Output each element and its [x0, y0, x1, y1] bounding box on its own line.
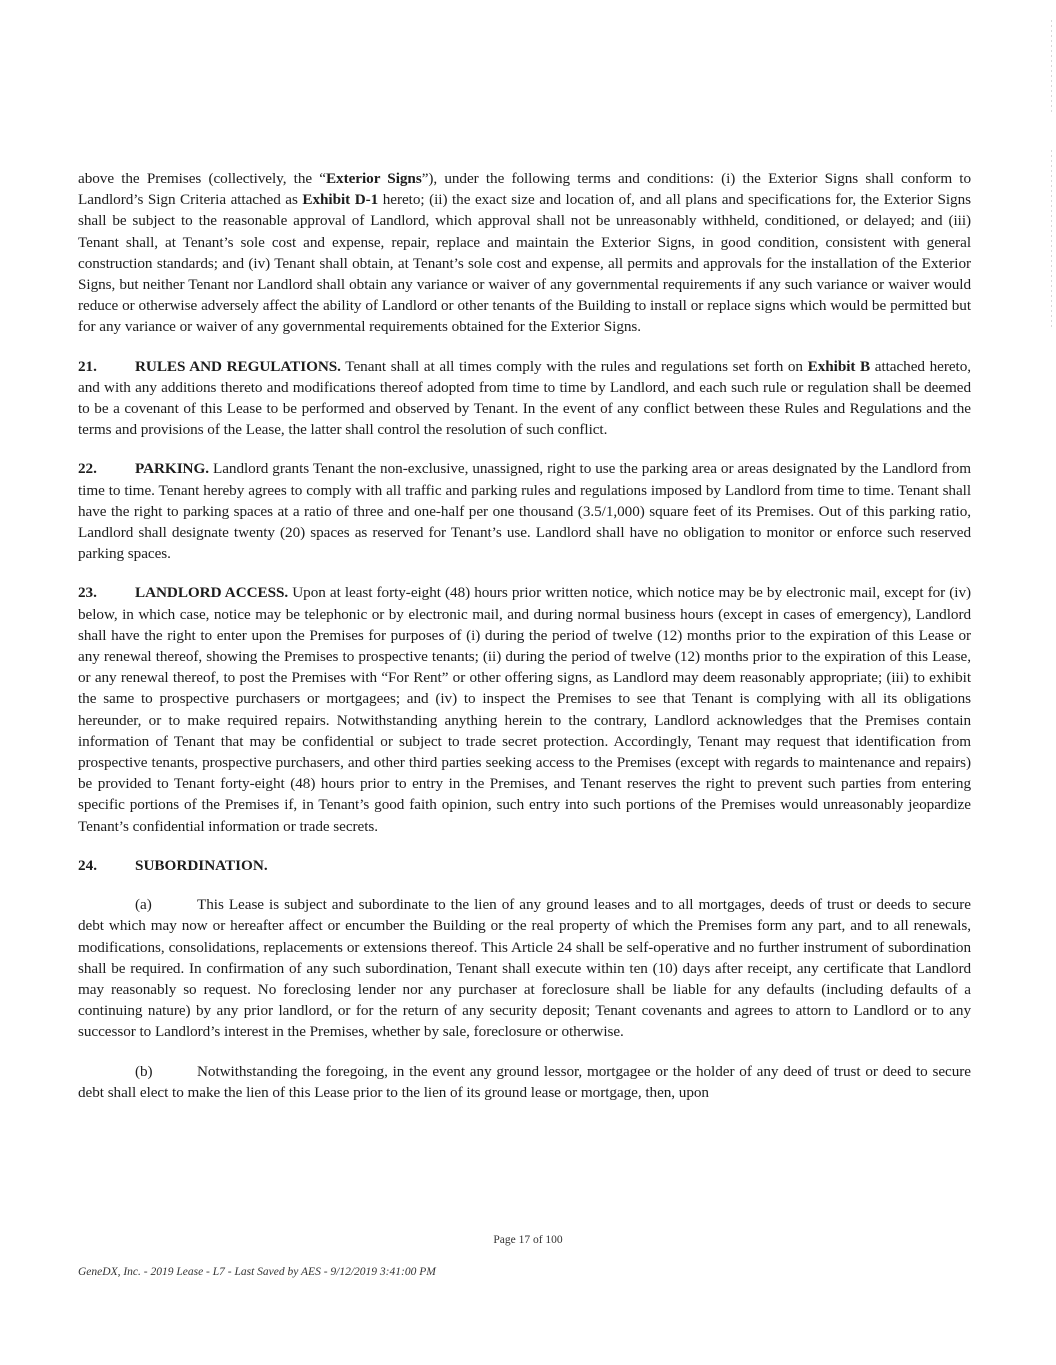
subsection-label: (a) — [135, 896, 152, 914]
section-23-landlord-access — [78, 582, 971, 836]
text-run: ”), under the following terms and conditions: (i) the Exterior Signs shall conform to Landlord’s Sign Criteria attached as — [78, 170, 971, 209]
defined-term-exterior-signs: Exterior Signs — [325, 170, 422, 187]
document-footer: GeneDX, Inc. - 2019 Lease - L7 - Last Saved by AES - 9/12/2019 3:41:00 PM — [78, 1266, 436, 1278]
section-number: 23. — [78, 584, 97, 602]
section-24-subsection-a — [78, 894, 971, 1042]
page-number: Page 17 of 100 — [493, 1234, 563, 1246]
section-number: 22. — [78, 460, 97, 478]
section-title: RULES AND REGULATIONS. — [135, 357, 341, 375]
document-page — [78, 168, 971, 1121]
subsection-label: (b) — [135, 1062, 153, 1080]
section-22-parking — [78, 458, 971, 564]
scan-edge-mark-mid — [1051, 150, 1052, 330]
section-number: 24. — [78, 856, 97, 874]
exterior-signs-paragraph — [78, 168, 971, 338]
exhibit-reference: Exhibit D-1 — [302, 191, 379, 209]
section-24-subsection-b — [78, 1061, 971, 1103]
section-21-rules-and-regulations — [78, 356, 971, 441]
exhibit-reference: Exhibit B — [807, 357, 871, 375]
text-run: attached hereto, and with any additions thereto and modifications thereof adopted from time to time by Landlord, and each such rule or regulation shall be deemed to be a covenant of this Lease to be performed and observed by Tenant. In the event of any conflict between these Rules and Regulations and the terms and provisions of the Lease, the latter shall control the resolution of such conflict. — [78, 357, 971, 439]
text-run: Landlord grants Tenant the non-exclusive, unassigned, right to use the parking area or areas designated by the Landlord from time to time. Tenant hereby agrees to comply with all traffic and parking rules and regulations imposed by Landlord from time to time. Tenant shall have the right to parking spaces at a ratio of three and one-half per one thousand (3.5/1,000) square feet of its Premises. Out of this parking ratio, Landlord shall designate twenty (20) spaces as reserved for Tenant’s use. Landlord shall have no obligation to monitor or enforce such reserved parking spaces. — [78, 460, 971, 563]
section-title: LANDLORD ACCESS. — [135, 584, 289, 602]
text-run: hereto; (ii) the exact size and location of, and all plans and specifications for, the Exterior Signs shall be subject to the reasonable approval of Landlord, which approval shall not be unreasonably withheld, conditioned, or delayed; and (iii) Tenant shall, at Tenant’s sole cost and expense, repair, replace and maintain the Exterior Signs, in good condition, consistent with general construction standards; and (iv) Tenant shall obtain, at Tenant’s sole cost and expense, all permits and approvals for the installation of the Exterior Signs, but neither Tenant nor Landlord shall obtain any variance or waiver of any governmental requirements if any such variance or waiver would reduce or otherwise adversely affect the ability of Landlord or other tenants of the Building to install or replace signs which would be permitted but for any variance or waiver of any governmental requirements obtained for the Exterior Signs. — [78, 191, 971, 336]
text-run: Tenant shall at all times comply with the rules and regulations set forth on — [340, 357, 808, 375]
text-run: above the Premises (collectively, the “ — [78, 170, 326, 187]
text-run: Notwithstanding the foregoing, in the event any ground lessor, mortgagee or the holder of any deed of trust or deed to secure debt shall elect to make the lien of this Lease prior to the lien of its ground lease or mortgage, then, upon — [78, 1062, 971, 1101]
section-24-heading — [78, 855, 971, 876]
text-run: This Lease is subject and subordinate to the lien of any ground leases and to all mortgages, deeds of trust or deeds to secure debt which may now or hereafter affect or encumber the Building or the real property of which the Premises form any part, and to all renewals, modifications, consolidations, replacements or extensions thereof. This Article 24 shall be self-operative and no further instrument of subordination shall be required. In confirmation of any such subordination, Tenant shall execute within ten (10) days after receipt, any certificate that Landlord may reasonably so request. No foreclosing lender nor any purchaser at foreclosure shall be liable for any defaults (including defaults of a continuing nature) by any prior landlord, or for the return of any security deposit; Tenant covenants and agrees to attorn to Landlord or to any successor to Landlord’s interest in the Premises, whether by sale, foreclosure or otherwise. — [78, 896, 971, 1041]
section-title: SUBORDINATION. — [135, 856, 268, 874]
section-title: PARKING. — [135, 460, 209, 478]
section-number: 21. — [78, 357, 97, 375]
scan-edge-mark-top — [1051, 20, 1052, 115]
text-run: Upon at least forty-eight (48) hours prior written notice, which notice may be by electronic mail, except for (iv) below, in which case, notice may be telephonic or by electronic mail, and during normal business hours (except in cases of emergency), Landlord shall have the right to enter upon the Premises for purposes of (i) during the period of twelve (12) months prior to the expiration of this Lease or any renewal thereof, showing the Premises to prospective tenants; (ii) during the period of twelve (12) months prior to the expiration of this Lease, or any renewal thereof, to post the Premises with “For Rent” or other offering signs, as Landlord may deem reasonably appropriate; (iii) to exhibit the same to prospective purchasers or mortgagees; and (iv) to inspect the Premises to see that Tenant is complying with all its obligations hereunder, or to make required repairs. Notwithstanding anything herein to the contrary, Landlord acknowledges that the Premises contain information of Tenant that may be confidential or subject to trade secret protection. Accordingly, Tenant may request that identification from prospective tenants, prospective purchasers, and other third parties seeking access to the Premises (except with regards to maintenance and repairs) be provided to Tenant forty-eight (48) hours prior to entry in the Premises, and Tenant reserves the right to prevent such parties from entering specific portions of the Premises if, in Tenant’s good faith opinion, such entry into such portions of the Premises would unreasonably jeopardize Tenant’s confidential information or trade secrets. — [78, 584, 972, 835]
